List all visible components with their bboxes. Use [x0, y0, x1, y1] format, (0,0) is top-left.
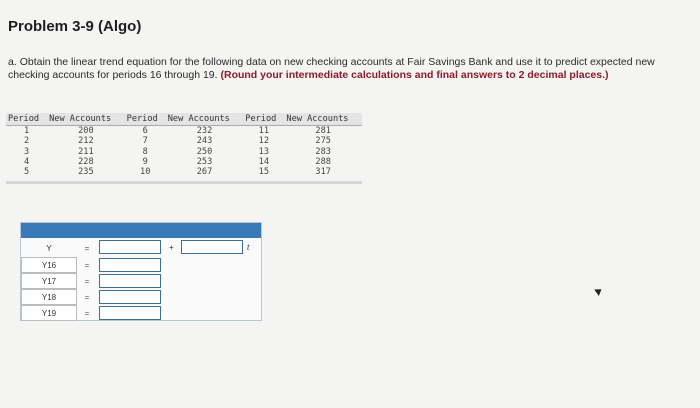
table-cell: 4	[23, 156, 30, 167]
table-cell: 228	[78, 156, 94, 167]
table-cell: 232	[196, 126, 213, 136]
table-cell: 9	[142, 156, 148, 167]
question-instruction: (Round your intermediate calculations and final answers to 2 decimal places.)	[220, 68, 609, 81]
table-cell: 14	[258, 156, 270, 167]
header-accounts-3: New Accounts	[284, 113, 362, 126]
table-cell: 283	[315, 146, 331, 157]
forecast-input-y19[interactable]	[99, 306, 161, 320]
table-row	[6, 147, 362, 157]
forecast-input-y16[interactable]	[99, 258, 161, 272]
answer-panel	[20, 222, 262, 321]
question-text	[8, 56, 668, 81]
header-accounts-1: New Accounts	[47, 113, 125, 126]
equation-equals-sign: =	[84, 243, 90, 253]
table-cell: 12	[258, 136, 270, 147]
panel-header	[21, 223, 261, 238]
forecast-label-y19: Y19	[21, 305, 77, 321]
table-cell: 5	[23, 167, 30, 178]
mouse-cursor-icon	[594, 286, 604, 296]
table-row	[6, 126, 362, 137]
slope-input[interactable]	[181, 240, 243, 254]
forecast-label-y18: Y18	[21, 289, 77, 305]
forecast-equals-y16: =	[84, 260, 90, 270]
table-cell: 1	[23, 126, 30, 136]
table-cell: 317	[315, 167, 331, 178]
table-cell: 212	[78, 136, 94, 147]
table-cell: 267	[196, 167, 213, 178]
t-variable: t	[247, 243, 250, 252]
table-cell: 13	[258, 146, 270, 157]
table-cell: 250	[196, 146, 213, 157]
forecast-equals-y18: =	[84, 292, 90, 302]
data-table	[6, 113, 362, 184]
table-cell: 253	[196, 156, 213, 167]
forecast-equals-y19: =	[84, 308, 90, 318]
problem-title: Problem 3-9 (Algo)	[8, 18, 142, 35]
table-cell: 11	[258, 126, 270, 136]
table-cell: 2	[23, 136, 30, 147]
forecast-label-y16: Y16	[21, 257, 77, 273]
table-cell: 8	[142, 146, 148, 157]
forecast-row-y18	[21, 289, 163, 305]
forecast-label-y17: Y17	[21, 273, 77, 289]
forecast-input-y17[interactable]	[99, 274, 161, 288]
equation-lhs-label: Y	[46, 243, 52, 253]
table-row	[6, 167, 362, 177]
table-cell: 235	[78, 167, 94, 178]
table-cell: 3	[23, 146, 30, 157]
plus-sign: +	[169, 243, 174, 252]
table-divider	[6, 181, 362, 184]
header-period-2: Period	[125, 113, 166, 126]
table-cell: 275	[315, 136, 331, 147]
table-cell: 6	[142, 126, 148, 136]
table-row	[6, 157, 362, 167]
forecast-input-y18[interactable]	[99, 290, 161, 304]
forecast-row-y19	[21, 305, 163, 321]
header-period-1: Period	[6, 113, 47, 126]
table-cell: 243	[196, 136, 213, 147]
header-period-3: Period	[243, 113, 284, 126]
forecast-row-y17	[21, 273, 163, 289]
table-cell: 200	[78, 126, 94, 136]
table-cell: 10	[140, 167, 151, 178]
question-part: a.	[8, 56, 17, 68]
forecast-equals-y17: =	[84, 276, 90, 286]
table-cell: 281	[315, 126, 331, 136]
table-cell: 7	[142, 136, 148, 147]
header-accounts-2: New Accounts	[166, 113, 244, 126]
table-row	[6, 136, 362, 146]
trend-equation-row	[21, 238, 261, 256]
question-body: Obtain the linear trend equation for the following data on new checking accounts at Fair Savings Bank and use it to predict expected new checking accounts for periods 16 through 19.	[8, 56, 655, 81]
table-cell: 288	[315, 156, 331, 167]
table-cell: 211	[78, 146, 94, 157]
forecast-row-y16	[21, 257, 163, 273]
table-cell: 15	[258, 167, 270, 178]
intercept-input[interactable]	[99, 240, 161, 254]
